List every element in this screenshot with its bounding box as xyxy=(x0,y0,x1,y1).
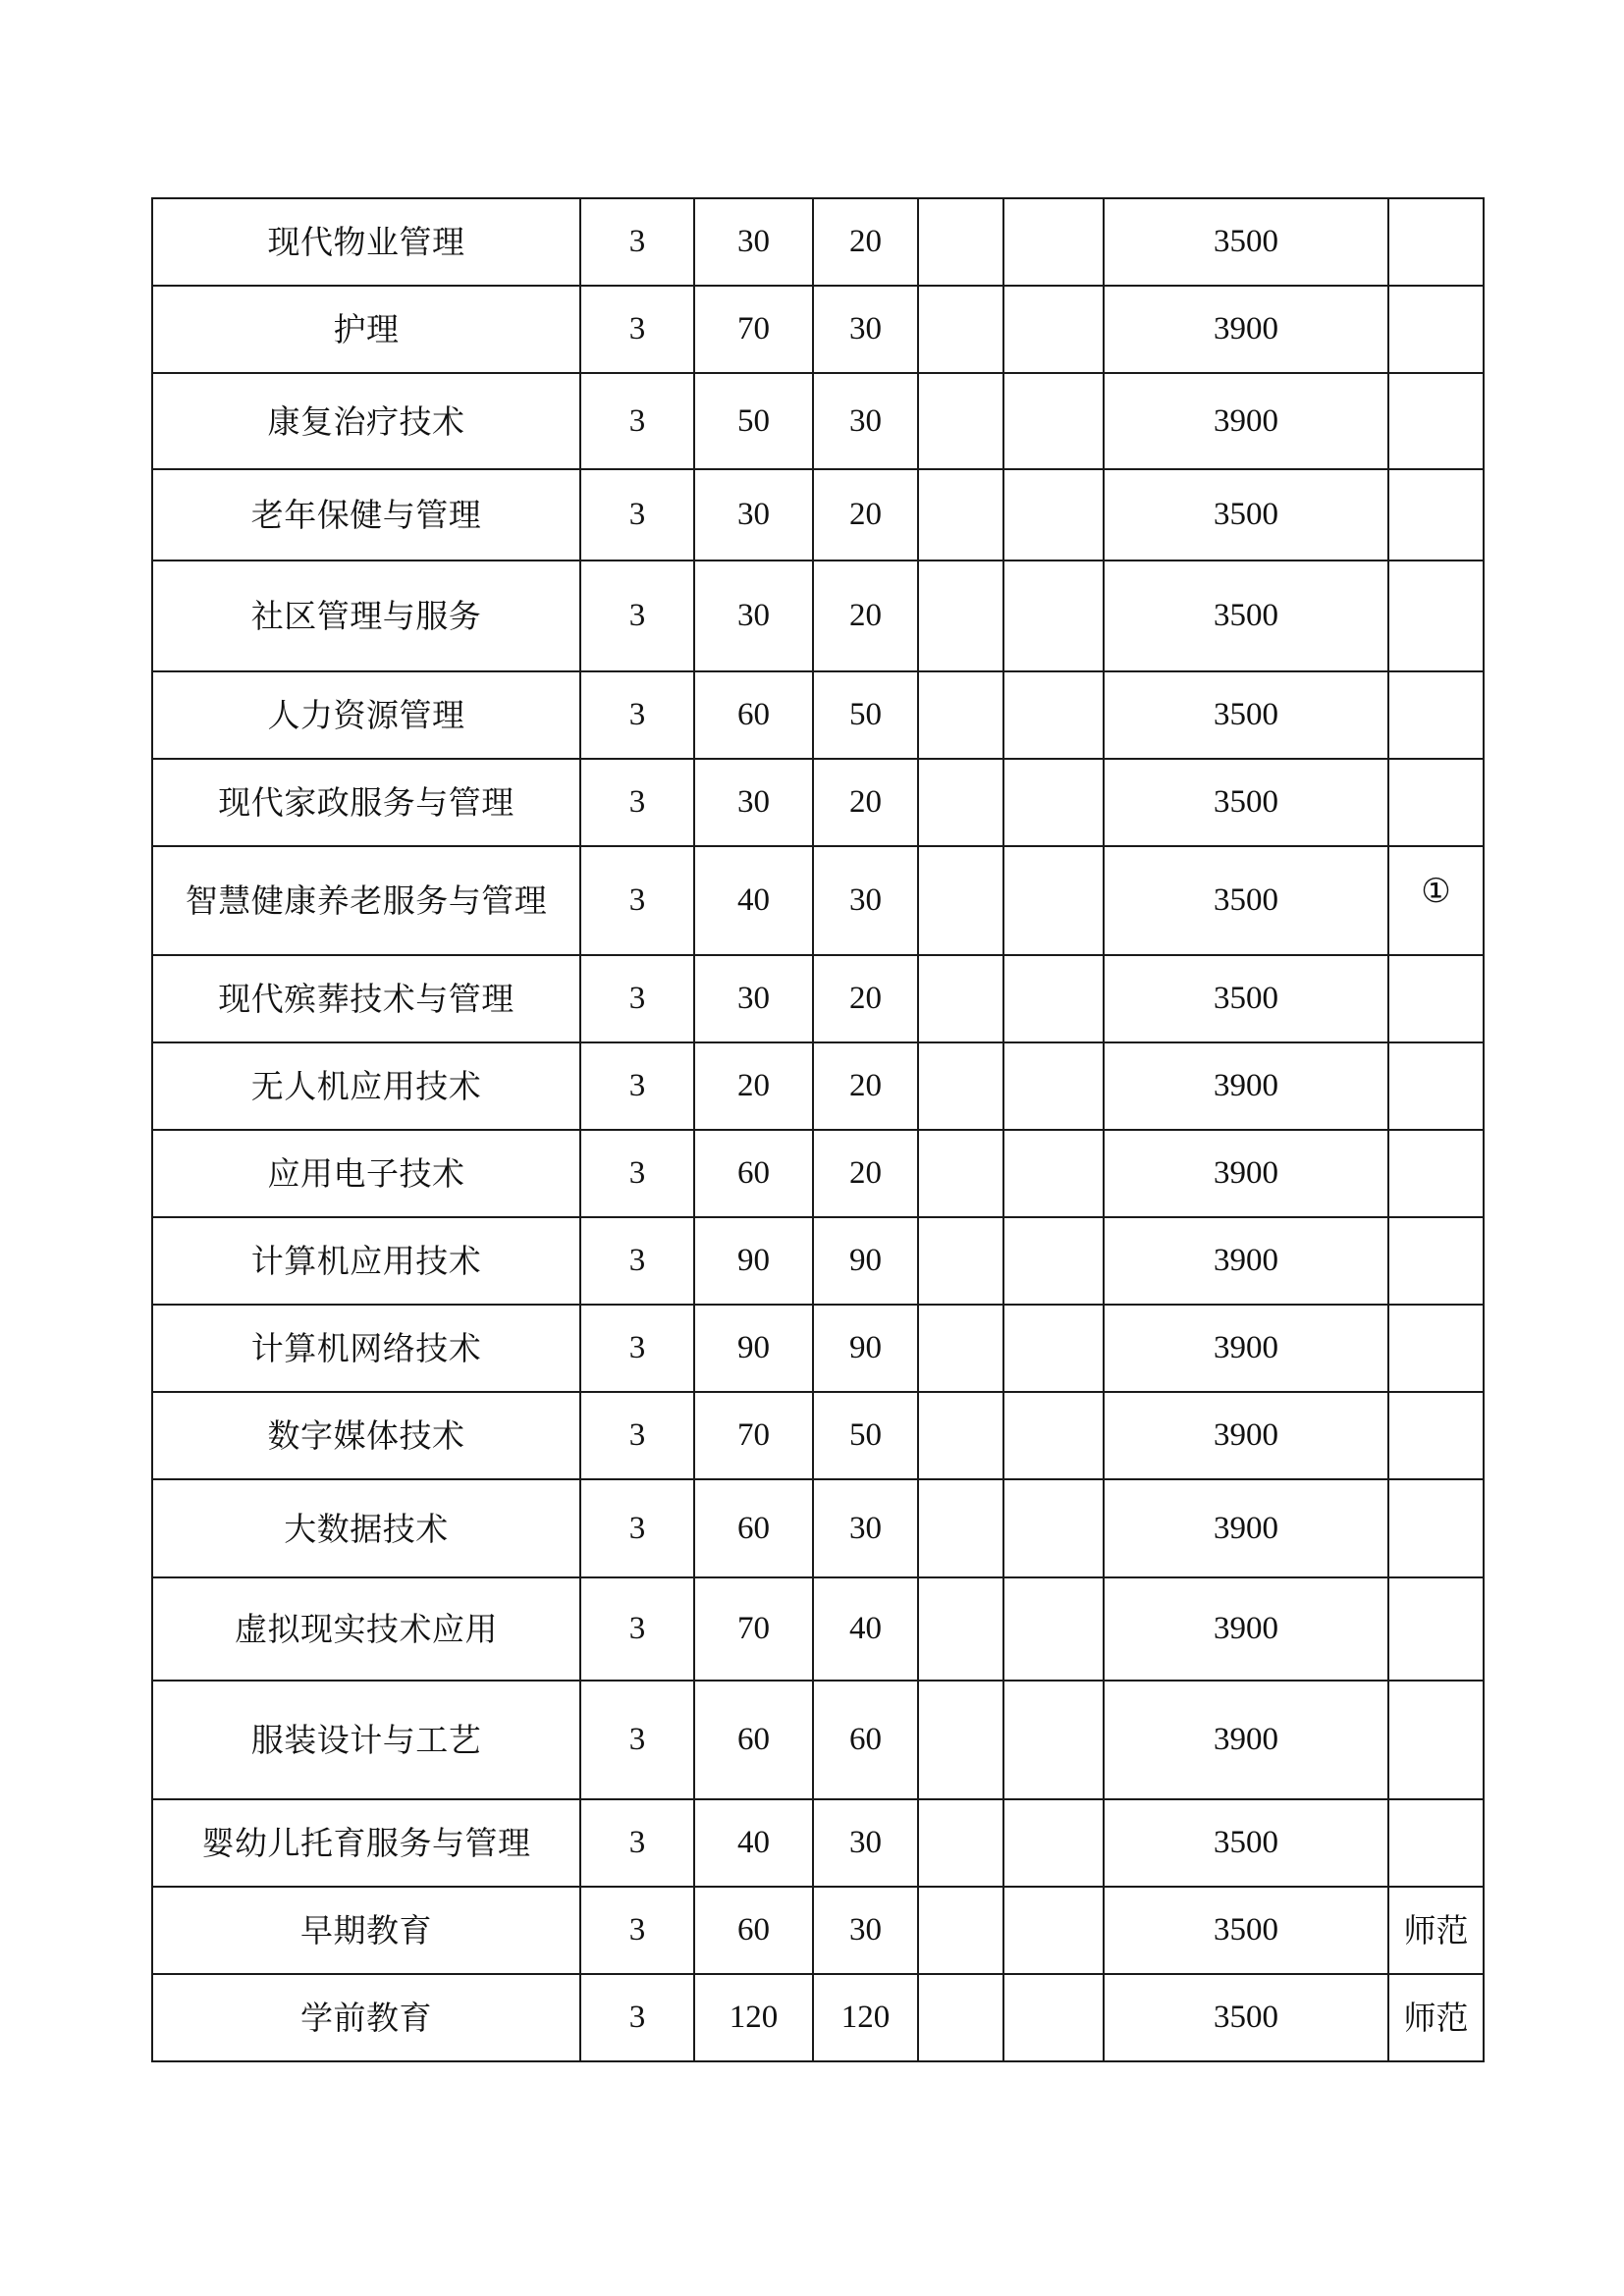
program-col5 xyxy=(918,759,1003,846)
program-enroll: 60 xyxy=(813,1681,918,1799)
program-fee: 3500 xyxy=(1104,671,1388,759)
program-note xyxy=(1388,1577,1484,1681)
program-enroll: 30 xyxy=(813,846,918,955)
program-years: 3 xyxy=(580,286,694,373)
program-years: 3 xyxy=(580,1974,694,2061)
program-plan: 20 xyxy=(694,1042,813,1130)
table-row xyxy=(152,198,1484,286)
program-name: 智慧健康养老服务与管理 xyxy=(152,846,580,955)
program-col5 xyxy=(918,373,1003,469)
program-col5 xyxy=(918,671,1003,759)
program-col5 xyxy=(918,1392,1003,1479)
program-name: 应用电子技术 xyxy=(152,1130,580,1217)
program-enroll: 20 xyxy=(813,1042,918,1130)
program-plan: 90 xyxy=(694,1217,813,1305)
program-note xyxy=(1388,198,1484,286)
program-enroll: 50 xyxy=(813,1392,918,1479)
program-col5 xyxy=(918,1974,1003,2061)
table-row xyxy=(152,373,1484,469)
program-note xyxy=(1388,1217,1484,1305)
table-row xyxy=(152,1681,1484,1799)
program-note xyxy=(1388,1130,1484,1217)
program-plan: 40 xyxy=(694,1799,813,1887)
program-col5 xyxy=(918,1305,1003,1392)
table-row xyxy=(152,1130,1484,1217)
program-col6 xyxy=(1003,846,1104,955)
table-row xyxy=(152,846,1484,955)
program-note xyxy=(1388,286,1484,373)
program-fee: 3900 xyxy=(1104,1042,1388,1130)
program-plan: 70 xyxy=(694,286,813,373)
program-plan: 70 xyxy=(694,1392,813,1479)
program-fee: 3900 xyxy=(1104,1577,1388,1681)
program-years: 3 xyxy=(580,561,694,671)
program-years: 3 xyxy=(580,955,694,1042)
program-name: 服装设计与工艺 xyxy=(152,1681,580,1799)
program-years: 3 xyxy=(580,1042,694,1130)
table-row xyxy=(152,1392,1484,1479)
program-plan: 30 xyxy=(694,469,813,561)
table-row xyxy=(152,1217,1484,1305)
program-note xyxy=(1388,759,1484,846)
program-plan: 30 xyxy=(694,955,813,1042)
program-plan: 30 xyxy=(694,198,813,286)
program-fee: 3500 xyxy=(1104,561,1388,671)
program-years: 3 xyxy=(580,1130,694,1217)
program-years: 3 xyxy=(580,1577,694,1681)
table-row xyxy=(152,1974,1484,2061)
program-col6 xyxy=(1003,198,1104,286)
program-name: 计算机应用技术 xyxy=(152,1217,580,1305)
program-note xyxy=(1388,1392,1484,1479)
program-fee: 3500 xyxy=(1104,1974,1388,2061)
program-name: 数字媒体技术 xyxy=(152,1392,580,1479)
program-plan: 90 xyxy=(694,1305,813,1392)
program-enroll: 50 xyxy=(813,671,918,759)
program-enroll: 30 xyxy=(813,1887,918,1974)
program-years: 3 xyxy=(580,846,694,955)
program-fee: 3500 xyxy=(1104,1799,1388,1887)
program-name: 康复治疗技术 xyxy=(152,373,580,469)
program-fee: 3900 xyxy=(1104,1305,1388,1392)
program-years: 3 xyxy=(580,1799,694,1887)
program-col6 xyxy=(1003,373,1104,469)
program-enroll: 30 xyxy=(813,1799,918,1887)
program-table xyxy=(151,197,1485,2062)
program-enroll: 30 xyxy=(813,373,918,469)
program-name: 老年保健与管理 xyxy=(152,469,580,561)
program-col5 xyxy=(918,1681,1003,1799)
program-col5 xyxy=(918,1577,1003,1681)
table-row xyxy=(152,286,1484,373)
program-plan: 120 xyxy=(694,1974,813,2061)
program-name: 现代物业管理 xyxy=(152,198,580,286)
program-name: 大数据技术 xyxy=(152,1479,580,1577)
program-col6 xyxy=(1003,286,1104,373)
program-col5 xyxy=(918,286,1003,373)
program-plan: 30 xyxy=(694,561,813,671)
program-note xyxy=(1388,955,1484,1042)
program-years: 3 xyxy=(580,671,694,759)
program-fee: 3500 xyxy=(1104,846,1388,955)
program-note: 师范 xyxy=(1388,1887,1484,1974)
program-name: 虚拟现实技术应用 xyxy=(152,1577,580,1681)
program-enroll: 30 xyxy=(813,286,918,373)
program-note xyxy=(1388,1799,1484,1887)
program-col6 xyxy=(1003,1042,1104,1130)
program-years: 3 xyxy=(580,1217,694,1305)
program-note xyxy=(1388,1479,1484,1577)
program-fee: 3500 xyxy=(1104,1887,1388,1974)
program-note xyxy=(1388,561,1484,671)
program-col6 xyxy=(1003,1887,1104,1974)
program-col5 xyxy=(918,1217,1003,1305)
program-col5 xyxy=(918,846,1003,955)
table-row xyxy=(152,561,1484,671)
program-note xyxy=(1388,671,1484,759)
program-col6 xyxy=(1003,561,1104,671)
program-name: 现代殡葬技术与管理 xyxy=(152,955,580,1042)
program-plan: 40 xyxy=(694,846,813,955)
program-name: 现代家政服务与管理 xyxy=(152,759,580,846)
program-fee: 3900 xyxy=(1104,1392,1388,1479)
program-plan: 50 xyxy=(694,373,813,469)
program-years: 3 xyxy=(580,198,694,286)
program-col6 xyxy=(1003,1681,1104,1799)
program-col5 xyxy=(918,1799,1003,1887)
program-col6 xyxy=(1003,1217,1104,1305)
program-fee: 3900 xyxy=(1104,1479,1388,1577)
program-col5 xyxy=(918,955,1003,1042)
program-enroll: 30 xyxy=(813,1479,918,1577)
program-fee: 3900 xyxy=(1104,1681,1388,1799)
program-years: 3 xyxy=(580,1479,694,1577)
program-enroll: 20 xyxy=(813,198,918,286)
program-col6 xyxy=(1003,1392,1104,1479)
program-name: 学前教育 xyxy=(152,1974,580,2061)
program-fee: 3500 xyxy=(1104,759,1388,846)
program-plan: 60 xyxy=(694,1479,813,1577)
table-row xyxy=(152,1577,1484,1681)
program-name: 婴幼儿托育服务与管理 xyxy=(152,1799,580,1887)
program-note xyxy=(1388,1042,1484,1130)
table-row xyxy=(152,469,1484,561)
program-note xyxy=(1388,469,1484,561)
program-col6 xyxy=(1003,955,1104,1042)
table-row xyxy=(152,1479,1484,1577)
program-col5 xyxy=(918,469,1003,561)
program-col6 xyxy=(1003,469,1104,561)
program-enroll: 20 xyxy=(813,759,918,846)
program-col6 xyxy=(1003,671,1104,759)
program-fee: 3900 xyxy=(1104,286,1388,373)
program-enroll: 90 xyxy=(813,1305,918,1392)
program-col5 xyxy=(918,1479,1003,1577)
program-note xyxy=(1388,373,1484,469)
program-col6 xyxy=(1003,1130,1104,1217)
program-fee: 3500 xyxy=(1104,469,1388,561)
program-fee: 3900 xyxy=(1104,373,1388,469)
program-years: 3 xyxy=(580,1305,694,1392)
program-years: 3 xyxy=(580,1681,694,1799)
program-name: 护理 xyxy=(152,286,580,373)
program-enroll: 20 xyxy=(813,469,918,561)
program-years: 3 xyxy=(580,1392,694,1479)
program-note xyxy=(1388,1305,1484,1392)
program-plan: 60 xyxy=(694,1130,813,1217)
program-plan: 30 xyxy=(694,759,813,846)
program-fee: 3500 xyxy=(1104,955,1388,1042)
program-years: 3 xyxy=(580,1887,694,1974)
program-years: 3 xyxy=(580,469,694,561)
table-row xyxy=(152,1042,1484,1130)
program-enroll: 20 xyxy=(813,1130,918,1217)
table-row xyxy=(152,1799,1484,1887)
program-col5 xyxy=(918,1887,1003,1974)
program-enroll: 40 xyxy=(813,1577,918,1681)
program-note: 师范 xyxy=(1388,1974,1484,2061)
program-enroll: 120 xyxy=(813,1974,918,2061)
program-col6 xyxy=(1003,759,1104,846)
program-col6 xyxy=(1003,1577,1104,1681)
program-fee: 3900 xyxy=(1104,1130,1388,1217)
program-col5 xyxy=(918,561,1003,671)
program-plan: 70 xyxy=(694,1577,813,1681)
table-row xyxy=(152,1887,1484,1974)
program-col6 xyxy=(1003,1974,1104,2061)
program-years: 3 xyxy=(580,373,694,469)
program-years: 3 xyxy=(580,759,694,846)
program-col5 xyxy=(918,1042,1003,1130)
program-name: 人力资源管理 xyxy=(152,671,580,759)
program-note: ① xyxy=(1388,846,1484,955)
program-fee: 3500 xyxy=(1104,198,1388,286)
program-plan: 60 xyxy=(694,1681,813,1799)
program-name: 无人机应用技术 xyxy=(152,1042,580,1130)
program-fee: 3900 xyxy=(1104,1217,1388,1305)
program-enroll: 20 xyxy=(813,955,918,1042)
table-row xyxy=(152,671,1484,759)
program-plan: 60 xyxy=(694,1887,813,1974)
program-name: 社区管理与服务 xyxy=(152,561,580,671)
program-enroll: 20 xyxy=(813,561,918,671)
table-row xyxy=(152,759,1484,846)
program-col5 xyxy=(918,1130,1003,1217)
table-row xyxy=(152,955,1484,1042)
program-plan: 60 xyxy=(694,671,813,759)
program-col6 xyxy=(1003,1305,1104,1392)
program-col6 xyxy=(1003,1799,1104,1887)
program-note xyxy=(1388,1681,1484,1799)
program-enroll: 90 xyxy=(813,1217,918,1305)
program-col6 xyxy=(1003,1479,1104,1577)
program-name: 计算机网络技术 xyxy=(152,1305,580,1392)
program-name: 早期教育 xyxy=(152,1887,580,1974)
table-row xyxy=(152,1305,1484,1392)
program-col5 xyxy=(918,198,1003,286)
